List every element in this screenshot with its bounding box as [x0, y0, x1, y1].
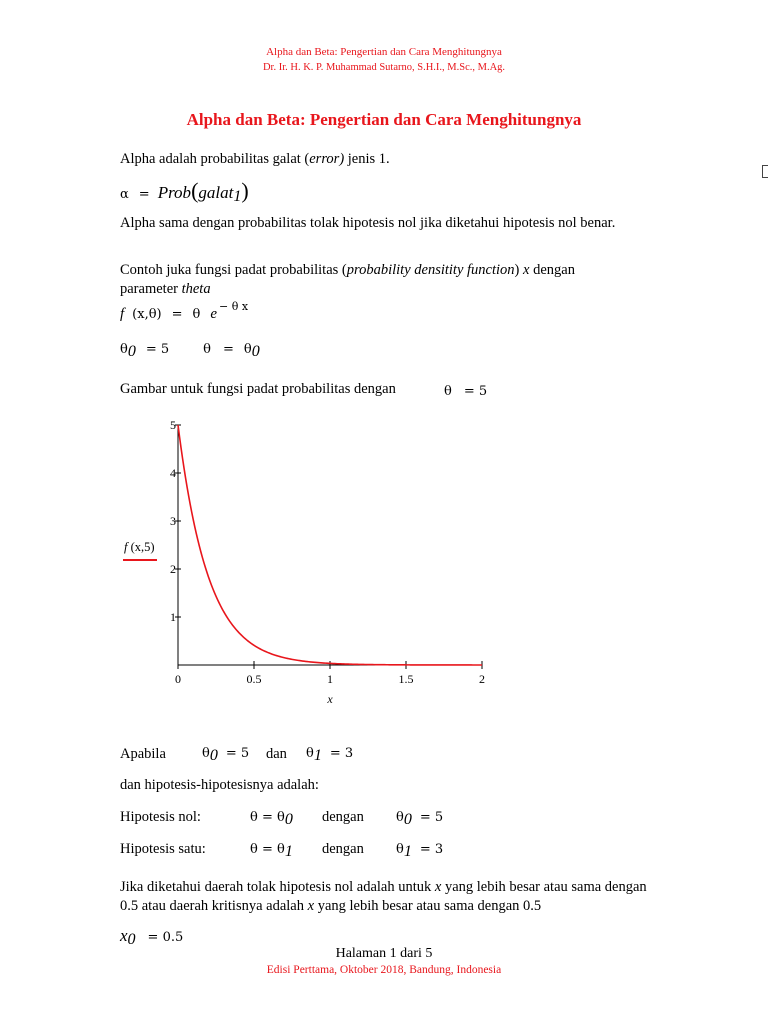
paragraph-pdf-intro-line1: Contoh juka fungsi padat probabilitas (probability densitity function) x dengan — [120, 262, 575, 278]
series-line — [178, 425, 482, 665]
document-title: Alpha dan Beta: Pengertian dan Cara Menghitungnya — [186, 110, 582, 129]
paragraph-pdf-intro-line2: parameter theta — [120, 281, 211, 297]
running-header-author: Dr. Ir. H. K. P. Muhammad Sutarno, S.H.I., M.Sc., M.Ag. — [262, 62, 506, 73]
y-tick-label: 1 — [170, 610, 176, 624]
h0-rhs: θ0 = 5 — [396, 810, 444, 828]
running-header-title: Alpha dan Beta: Pengertian dan Cara Menghitungnya — [266, 46, 502, 58]
h0-lhs: θ = θ0 — [250, 810, 293, 828]
equation-alpha: α = Prob(galat1) — [120, 178, 249, 205]
y-tick-label: 3 — [170, 514, 176, 528]
footer-page-number: Halaman 1 dari 5 — [335, 946, 433, 961]
x-tick-label: 2 — [479, 672, 485, 686]
equation-pdf: f (x,θ) = θ e $^{- \theta x}$ — [120, 300, 249, 322]
x-tick-label: 0 — [175, 672, 181, 686]
x-tick-label: 1 — [327, 672, 333, 686]
x-tick-label: 0.5 — [246, 672, 262, 686]
h0-label: Hipotesis nol: — [120, 809, 201, 825]
h1-dengan: dengan — [322, 841, 364, 857]
h0-dengan: dengan — [322, 809, 364, 825]
paragraph-alpha-rejection: Alpha sama dengan probabilitas tolak hipotesis nol jika diketahui hipotesis nol benar. — [120, 215, 616, 231]
y-tick-label: 4 — [170, 466, 176, 480]
apabila-theta0: θ0 = 5 — [202, 746, 250, 764]
apabila-dan: dan — [266, 746, 287, 762]
h1-rhs: θ1 = 3 — [396, 842, 444, 860]
chart-y-label: f (x,5) — [124, 540, 155, 554]
footer-edition: Edisi Perttama, Oktober 2018, Bandung, Indonesia — [266, 964, 502, 976]
y-tick-label: 5 — [170, 418, 176, 432]
h1-lhs: θ = θ1 — [250, 842, 293, 860]
page-edge-marker — [762, 165, 768, 178]
equation-x0: x0 = 0.5 — [120, 926, 184, 948]
x-tick-label: 1.5 — [398, 672, 414, 686]
equation-theta0: θ0 = 5 θ = θ0 — [120, 342, 260, 360]
chart-legend-line — [123, 559, 157, 561]
y-tick-label: 2 — [170, 562, 176, 576]
paragraph-critical-region-line2: 0.5 atau daerah kritisnya adalah x yang lebih besar atau sama dengan 0.5 — [120, 898, 542, 914]
x-axis-label: x — [327, 692, 333, 706]
graph-caption-equation: θ = 5 — [444, 384, 488, 399]
paragraph-alpha-definition: Alpha adalah probabilitas galat (error) jenis 1. — [120, 151, 390, 167]
h1-label: Hipotesis satu: — [120, 841, 206, 857]
apabila-theta1: θ1 = 3 — [306, 746, 354, 764]
paragraph-graph-caption: Gambar untuk fungsi padat probabilitas dengan — [120, 381, 396, 397]
paragraph-critical-region-line1: Jika diketahui daerah tolak hipotesis nol adalah untuk x yang lebih besar atau sama dengan — [120, 879, 647, 895]
apabila-label: Apabila — [120, 746, 166, 762]
pdf-chart — [110, 410, 500, 710]
paragraph-hypotheses-intro: dan hipotesis-hipotesisnya adalah: — [120, 777, 319, 793]
